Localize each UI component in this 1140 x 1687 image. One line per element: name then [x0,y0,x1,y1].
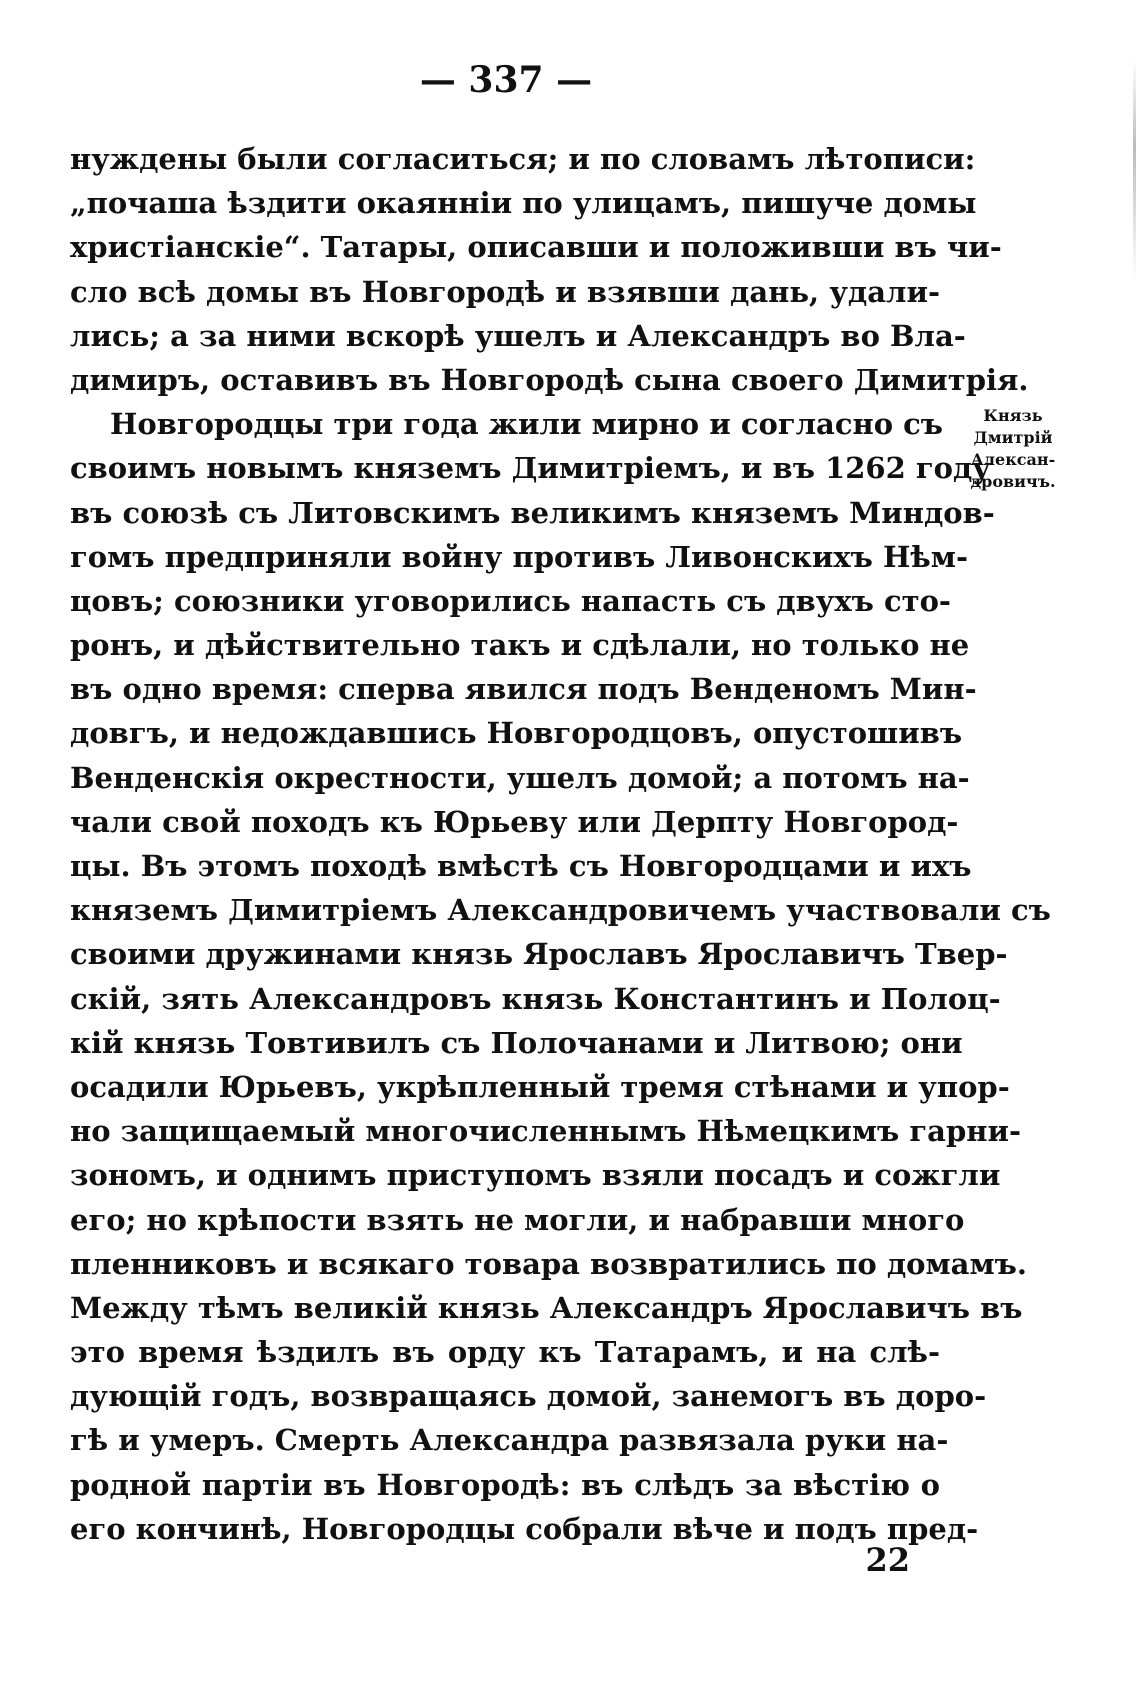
page-edge-shadow [1133,60,1136,280]
text-line: родной партіи въ Новгородѣ: въ слѣдъ за вѣстію о [70,1467,940,1502]
text-line: пленниковъ и всякаго товара возвратились по домамъ. [70,1246,1027,1281]
text-line: нуждены были согласиться; и по словамъ лѣтописи: [70,142,976,176]
text-line: лись; а за ними вскорѣ ушелъ и Александръ во Вла- [70,318,966,353]
text-line: ронъ, и дѣйствительно такъ и сдѣлали, но только не [70,628,970,663]
text-line: христіанскіе“. Татары, описавши и положивши въ чи- [70,230,1002,265]
text-line: гѣ и умеръ. Смерть Александра развязала руки на- [70,1423,949,1458]
text-line: скій, зять Александровъ князь Константинъ и Полоц- [70,981,1001,1016]
text-line: его; но крѣпости взять не могли, и набравши много [70,1202,965,1237]
text-line: Новгородцы три года жили мирно и согласно съ [110,407,944,442]
text-line: чали свой походъ къ Юрьеву или Дерпту Новгород- [70,804,959,839]
text-line: довгъ, и недождавшись Новгородцовъ, опустошивъ [70,716,963,751]
text-line: княземъ Димитріемъ Александровичемъ участвовали съ [70,893,1051,928]
page-number: — 337 — [419,59,593,101]
text-line: „почаша ѣздити окаянніи по улицамъ, пишуче домы [70,186,977,221]
text-line: цовъ; союзники уговорились напасть съ двухъ сто- [70,583,951,618]
signature-mark: 22 [865,1541,910,1579]
text-line: своимъ новымъ княземъ Димитріемъ, и въ 1262 году [70,451,991,486]
margin-note-line: Дмитрій [973,428,1053,447]
text-line: кій князь Товтивилъ съ Полочанами и Литвою; они [70,1025,963,1060]
text-line: Венденскія окрестности, ушелъ домой; а потомъ на- [70,760,970,795]
text-line: дующій годъ, возвращаясь домой, занемогъ въ доро- [70,1379,987,1414]
text-line: гомъ предприняли войну противъ Ливонскихъ Нѣм- [70,539,968,574]
text-line: Между тѣмъ великій князь Александръ Ярославичъ въ [70,1290,1023,1325]
text-line: это время ѣздилъ въ орду къ Татарамъ, и на слѣ- [70,1335,940,1370]
text-line: но защищаемый многочисленнымъ Нѣмецкимъ гарни- [70,1114,1022,1149]
text-line: его кончинѣ, Новгородцы собрали вѣче и подъ пред- [70,1511,979,1546]
text-line: зономъ, и однимъ приступомъ взяли посадъ и сожгли [70,1158,1001,1193]
text-line: своими дружинами князь Ярославъ Ярославичъ Твер- [70,937,1008,972]
text-line: въ одно время: сперва явился подъ Венденомъ Мин- [70,672,977,707]
text-line: осадили Юрьевъ, укрѣпленный тремя стѣнами и упор- [70,1069,1010,1104]
margin-note-line: Князь [983,406,1043,425]
text-line: цы. Въ этомъ походѣ вмѣстѣ съ Новгородцами и ихъ [70,849,972,883]
text-line: въ союзѣ съ Литовскимъ великимъ княземъ Миндов- [70,495,995,530]
margin-note-line: Алексан- [970,450,1056,469]
text-line: димиръ, оставивъ въ Новгородѣ сына своего Димитрія. [70,362,1029,397]
text-line: сло всѣ домы въ Новгородѣ и взявши дань, удали- [70,274,940,309]
margin-note [958,405,1068,493]
margin-note-line: дровичъ. [970,472,1056,491]
